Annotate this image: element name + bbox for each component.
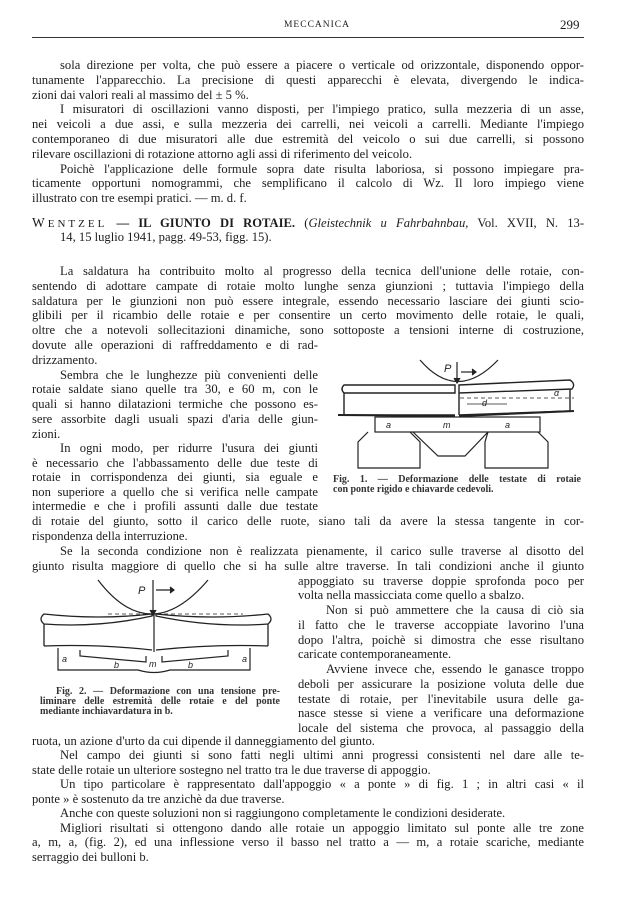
text-line: deboli per assicurare la posizione voluta delle due: [298, 677, 584, 691]
middle-label: m: [149, 659, 157, 669]
text-line: ticamente opportuni nomogrammi, che semplificano il calcolo di Wz. Il loro impiego viene: [32, 176, 584, 190]
support-left-label: a: [386, 420, 392, 430]
load-label: P: [444, 363, 452, 375]
text-line: zioni dai valori reali al massimo del ± 5 %.: [32, 88, 249, 102]
reference-line-2: 14, 15 luglio 1941, pagg. 49-53, figg. 15).: [60, 230, 272, 244]
journal-details: Vol. XVII, N. 13-: [477, 216, 585, 230]
text-line: dopo l'altra, poichè si dimostra che esse risultano: [298, 633, 584, 647]
figure-1-diagram: [330, 358, 590, 473]
text-line: ruota, un azione d'urto da cui dipende il danneggiamento del giunto.: [32, 734, 375, 748]
text-line: nei veicoli a due assi, e sulla mezzeria dei carrelli, nei veicoli a carrelli. Mediante l'impiego: [32, 117, 584, 131]
bolt-right-label: b: [188, 660, 194, 670]
text-line: appoggiato su traverse doppie sprofonda poco per: [298, 574, 584, 588]
text-line: drizzamento.: [32, 353, 98, 367]
text-line: rotaie in corrispondenza dei giunti, sia eguale e: [32, 470, 318, 484]
text-line: dovute alle operazioni di raffreddamento e di rad-: [32, 338, 318, 352]
journal-name: Gleistechnik u Fahrbahnbau,: [308, 216, 469, 230]
caption-line: Fig. 2. — Deformazione con una tensione pre-: [56, 686, 280, 697]
rail-left: [41, 614, 152, 650]
text-line: Un tipo particolare è rappresentato dall'appoggio « a ponte » di fig. 1 ; in altri casi « il: [60, 777, 584, 791]
load-label: P: [138, 585, 146, 597]
page-number: 299: [560, 17, 580, 32]
middle-label: m: [443, 420, 451, 430]
text-line: giunto risulta maggiore di quello che si ha sulle altre traverse. In tali condizioni anche il giunto: [32, 559, 584, 573]
text-line: saldatura per le giunzioni non può essere integrale, essendo necessario lasciare dei giunti scio-: [32, 294, 584, 308]
text-line: volta nella massicciata come quello a sbalzo.: [298, 588, 525, 602]
text-line: a, m, a, (fig. 2), ed una inflessione verso il basso nel tratto a — m, a rotaie scariche, mediante: [32, 835, 584, 849]
text-line: quali si hanno dilatazioni termiche che possono es-: [32, 397, 318, 411]
text-line: sere assorbite dagli usuali spazi d'aria delle giun-: [32, 412, 318, 426]
bolt-left-label: b: [114, 660, 120, 670]
article-title: — IL GIUNTO DI ROTAIE.: [116, 216, 296, 230]
text-line: serraggio dei bulloni b.: [32, 850, 149, 864]
text-line: Poichè l'applicazione delle formule sopra date risulta laboriosa, si possono impiegare pra-: [60, 162, 584, 176]
text-line: rilevare oscillazioni di rotazione attorno agli assi di riferimento del veicolo.: [32, 147, 413, 161]
author-initial: W: [32, 215, 48, 230]
caption-line: con ponte rigido e chiavarde cedevoli.: [333, 484, 494, 495]
support-left-label: a: [62, 654, 68, 664]
text-line: testate di rotaie, per l'inevitabile usura delle ga-: [298, 692, 584, 706]
figure-1-caption: [333, 475, 581, 495]
section-title: MECCANICA: [283, 20, 350, 30]
caption-line: liminare delle estremità delle rotaie e del ponte: [40, 696, 280, 707]
text-line: Non si può ammettere che la causa di ciò sia: [326, 603, 584, 617]
figure-2-caption: [40, 687, 280, 717]
text-line: tunamente l'apparecchio. La precisione di questi apparecchi è elevata, divergendo le indica-: [32, 73, 584, 87]
text-line: zioni.: [32, 427, 61, 441]
distance-label: d: [482, 398, 488, 408]
text-line: I misuratori di oscillazioni vanno disposti, per l'impiego pratico, sulla mezzeria di un asse,: [60, 102, 584, 116]
header-rule: [32, 37, 584, 38]
caption-line: mediante inchiavardatura in b.: [40, 706, 173, 717]
text-line: rotaie saldate siano quelle tra 30, e 60 m, con le: [32, 382, 318, 396]
text-line: glibili per il ricambio delle rotaie e per consentire un certo movimento delle rotaie, le quali,: [32, 308, 584, 322]
caption-line: Fig. 1. — Deformazione delle testate di rotaie: [333, 474, 581, 485]
text-line: state delle rotaie un ulteriore sostegno nel tratto tra le due traverse di appoggio.: [32, 763, 431, 777]
text-line: oltre che a notevoli sollecitazioni dinamiche, sono sottoposte a tensioni interne di costruzione,: [32, 323, 584, 337]
text-line: è necessario che l'abbassamento delle due teste di: [32, 456, 318, 470]
text-line: caricate contemporaneamente.: [298, 647, 452, 661]
text-line: locale del sistema che provoca, al passaggio della: [298, 721, 584, 735]
plate-right: [162, 650, 228, 662]
text-line: In ogni modo, per ridurre l'usura dei giunti: [60, 441, 318, 455]
text-line: rispondenza della interruzione.: [32, 529, 188, 543]
author-name: ENTZEL: [47, 218, 108, 230]
text-line: Anche con queste soluzioni non si raggiungono completamente le condizioni desiderate.: [60, 806, 506, 820]
text-line: illustrato con tre esempi pratici. — m. d. f.: [32, 191, 247, 205]
text-line: sola direzione per volta, che può essere a piacere o verticale od orizzontale, disponendo oppor-: [60, 58, 584, 72]
plate-left: [80, 650, 146, 662]
support-right-label: a: [505, 420, 511, 430]
text-line: non superiore a quello che si verifica nelle campate: [32, 485, 318, 499]
support-right-label: a: [242, 654, 248, 664]
angle-label: α: [554, 388, 560, 398]
text-line: il fatto che le traverse accoppiate lavorino l'una: [298, 618, 584, 632]
bridge-plate: [375, 417, 540, 432]
rail-left: [342, 385, 455, 415]
text-line: sentendo di adottare campate di rotaie molto lunghe senza giunzioni ; tuttavia l'impiego della: [32, 279, 584, 293]
text-line: nasce stesse si viene a verificare una deformazione: [298, 706, 584, 720]
text-line: intermedie e che i profili assunti dalle due testate: [32, 499, 318, 513]
text-line: Se la seconda condizione non è realizzata pienamente, il carico sulle traverse al disotto del: [60, 544, 584, 558]
text-line: Migliori risultati si ottengono dando alle rotaie un appoggio limitato sul ponte alle tre zone: [60, 821, 584, 835]
text-line: Nel campo dei giunti si sono fatti negli ultimi anni progressi consistenti nel dare alle te-: [60, 748, 584, 762]
support-blocks: [358, 432, 548, 468]
reference-line-1: [32, 215, 584, 230]
text-line: Sembra che le lunghezze più convenienti delle: [60, 368, 318, 382]
text-line: contemporaneo di due misuratori alle due estremità del veicolo o sui due carrelli, si possono: [32, 132, 584, 146]
figure-2-diagram: [38, 578, 278, 678]
text-line: Avviene invece che, essendo le ganasce troppo: [326, 662, 584, 676]
text-line: La saldatura ha contribuito molto al progresso della tecnica dell'unione delle rotaie, con-: [60, 264, 584, 278]
text-line: ponte » è sostenuto da tre anzichè da due traverse.: [32, 792, 285, 806]
text-line: di rotaie del giunto, sotto il carico delle ruote, siano tali da avere la stessa tangente in cor-: [32, 514, 584, 528]
rail-right: [156, 614, 271, 650]
paren: (: [304, 216, 309, 230]
